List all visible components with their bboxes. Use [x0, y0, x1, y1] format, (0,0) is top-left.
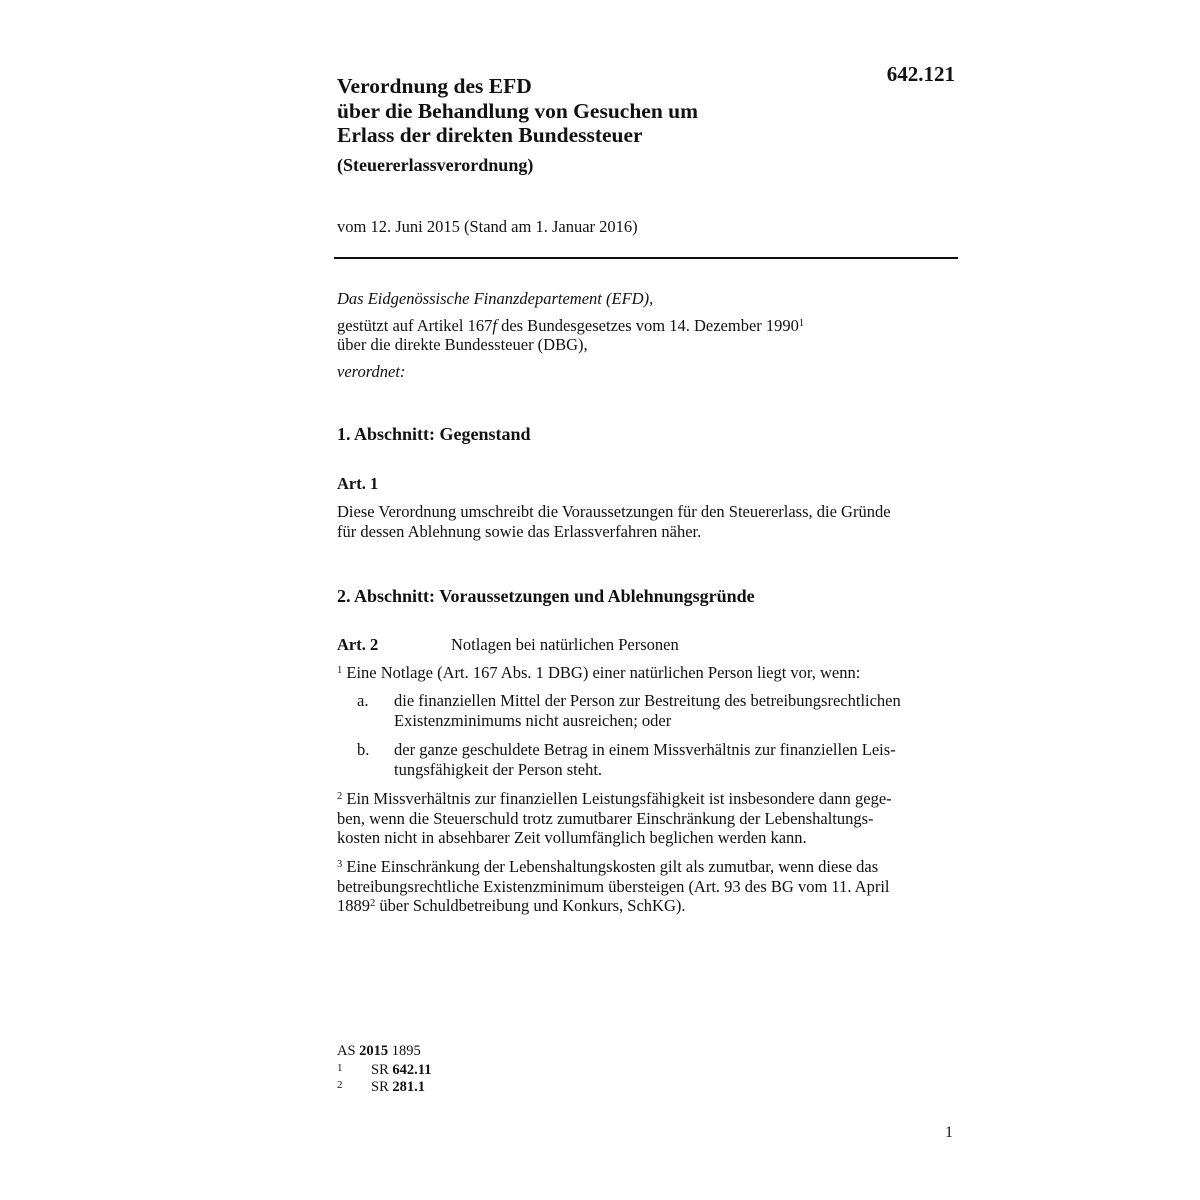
- text-line: ben, wenn die Steuerschuld trotz zumutbarer Einschränkung der Lebenshaltungs-: [337, 808, 874, 828]
- para-number: 3: [337, 859, 343, 870]
- as-prefix: AS: [337, 1043, 360, 1059]
- text-line: Existenzminimums nicht ausreichen; oder: [394, 710, 672, 730]
- text-line: Diese Verordnung umschreibt die Voraussetzungen für den Steuererlass, die Gründe: [337, 502, 891, 521]
- as-year: 2015: [359, 1043, 389, 1059]
- para-text: Eine Notlage (Art. 167 Abs. 1 DBG) einer natürlichen Person liegt vor, wenn:: [342, 663, 861, 682]
- text-line: tungsfähigkeit der Person steht.: [394, 759, 603, 779]
- basis-article-letter: f: [492, 316, 497, 335]
- art-2-label: Art. 2: [337, 635, 379, 654]
- footnote-2-text: [371, 1079, 425, 1096]
- art-2-title: Notlagen bei natürlichen Personen: [451, 635, 679, 654]
- preamble-enacts: verordnet:: [337, 362, 406, 381]
- footnote-sr-ref[interactable]: 642.11: [392, 1062, 432, 1078]
- short-title: (Steuererlassverordnung): [337, 155, 534, 175]
- footnote-ref-2[interactable]: 2: [370, 898, 376, 909]
- footnote-prefix: SR: [371, 1079, 393, 1095]
- basis-text: des Bundesgesetzes vom 14. Dezember 1990: [496, 316, 799, 335]
- official-compilation-ref: [337, 1043, 421, 1060]
- as-page: 1895: [388, 1043, 421, 1059]
- item-letter-a: a.: [357, 691, 369, 710]
- text-line: der ganze geschuldete Betrag in einem Missverhältnis zur finanziellen Leis-: [394, 740, 896, 759]
- footnote-sr-ref[interactable]: 281.1: [392, 1079, 425, 1095]
- section-2-heading: 2. Abschnitt: Voraussetzungen und Ablehnungsgründe: [337, 586, 755, 606]
- title-line: Verordnung des EFD: [337, 74, 532, 98]
- para-text: 1889: [337, 896, 370, 915]
- text-line: kosten nicht in absehbarer Zeit vollumfänglich beglichen werden kann.: [337, 828, 807, 847]
- preamble-basis-line: [337, 316, 957, 335]
- art-1-label: Art. 1: [337, 474, 379, 493]
- basis-text: gestützt auf Artikel 167: [337, 316, 493, 335]
- art-1-text: [337, 502, 955, 541]
- item-a-text: [394, 691, 955, 730]
- para-text: über Schuldbetreibung und Konkurs, SchKG).: [375, 896, 686, 915]
- text-line: [337, 789, 955, 809]
- text-line: betreibungsrechtliche Existenzminimum übersteigen (Art. 93 des BG vom 11. April: [337, 876, 890, 896]
- preamble-authority: Das Eidgenössische Finanzdepartement (EFD),: [337, 289, 654, 308]
- preamble-basis-line: über die direkte Bundessteuer (DBG),: [337, 335, 588, 354]
- footnote-prefix: SR: [371, 1062, 393, 1078]
- section-1-heading: 1. Abschnitt: Gegenstand: [337, 424, 531, 444]
- art-2-para-2: [337, 789, 955, 848]
- title-divider: [334, 257, 958, 259]
- para-number: 1: [337, 665, 343, 676]
- footnote-2-number: 2: [337, 1079, 343, 1091]
- footnote-1-number: 1: [337, 1062, 343, 1074]
- sr-number: 642.121: [886, 62, 955, 86]
- text-line: die finanziellen Mittel der Person zur Bestreitung des betreibungsrechtlichen: [394, 691, 901, 710]
- item-letter-b: b.: [357, 740, 370, 759]
- text-line: [337, 896, 955, 916]
- text-line: für dessen Ablehnung sowie das Erlassverfahren näher.: [337, 521, 702, 541]
- page-number: 1: [945, 1124, 953, 1141]
- footnote-1-text: [371, 1062, 431, 1079]
- art-2-para-1: [337, 663, 955, 683]
- para-text: Ein Missverhältnis zur finanziellen Leistungsfähigkeit ist insbesondere dann gege-: [342, 789, 892, 808]
- ordinance-title: [337, 74, 817, 148]
- title-line: Erlass der direkten Bundessteuer: [337, 123, 643, 147]
- text-line: [337, 857, 955, 877]
- preamble-basis: [337, 316, 957, 354]
- para-number: 2: [337, 791, 343, 802]
- title-line: über die Behandlung von Gesuchen um: [337, 98, 699, 123]
- item-b-text: [394, 740, 955, 779]
- footnote-ref-1[interactable]: 1: [798, 318, 805, 329]
- art-2-para-3: [337, 857, 955, 916]
- para-text: Eine Einschränkung der Lebenshaltungskosten gilt als zumutbar, wenn diese das: [342, 857, 879, 876]
- date-line: vom 12. Juni 2015 (Stand am 1. Januar 2016): [337, 217, 638, 236]
